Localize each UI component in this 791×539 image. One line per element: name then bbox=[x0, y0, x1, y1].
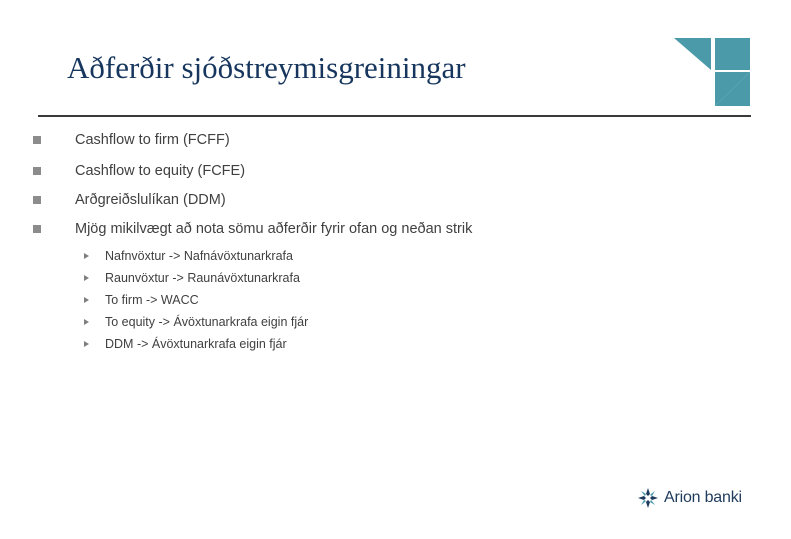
triangle-bullet-icon bbox=[84, 275, 89, 281]
title-divider bbox=[38, 115, 751, 117]
bullet-item bbox=[33, 161, 245, 181]
bullet-item bbox=[33, 130, 230, 150]
sub-bullet-item bbox=[84, 269, 300, 287]
bullet-text: Arðgreiðslulíkan (DDM) bbox=[75, 192, 226, 208]
bullet-text: Mjög mikilvægt að nota sömu aðferðir fyrir ofan og neðan strik bbox=[75, 221, 473, 237]
brand-logo bbox=[638, 486, 742, 510]
arion-star-icon bbox=[638, 488, 658, 508]
sub-bullet-item bbox=[84, 313, 308, 331]
sub-bullet-text: To equity -> Ávöxtunarkrafa eigin fjár bbox=[105, 315, 309, 329]
bullet-item bbox=[33, 190, 226, 210]
triangle-bullet-icon bbox=[84, 341, 89, 347]
slide-title: Aðferðir sjóðstreymisgreiningar bbox=[67, 50, 466, 85]
sub-bullet-text: DDM -> Ávöxtunarkrafa eigin fjár bbox=[105, 337, 287, 351]
sub-bullet-item bbox=[84, 335, 287, 353]
bullet-text: Cashflow to firm (FCFF) bbox=[75, 132, 230, 148]
triangle-bullet-icon bbox=[84, 297, 89, 303]
arion-triangles-icon bbox=[674, 36, 752, 108]
bullet-text: Cashflow to equity (FCFE) bbox=[75, 163, 246, 179]
square-bullet-icon bbox=[33, 167, 41, 175]
bullet-item bbox=[33, 219, 472, 239]
triangle-bullet-icon bbox=[84, 319, 89, 325]
sub-bullet-text: Raunvöxtur -> Raunávöxtunarkrafa bbox=[105, 271, 300, 285]
square-bullet-icon bbox=[33, 196, 41, 204]
triangle-bullet-icon bbox=[84, 253, 89, 259]
sub-bullet-text: To firm -> WACC bbox=[105, 293, 199, 307]
square-bullet-icon bbox=[33, 136, 41, 144]
square-bullet-icon bbox=[33, 225, 41, 233]
sub-bullet-item bbox=[84, 291, 199, 309]
sub-bullet-text: Nafnvöxtur -> Nafnávöxtunarkrafa bbox=[105, 249, 293, 263]
sub-bullet-item bbox=[84, 247, 293, 265]
brand-name: Arion banki bbox=[664, 489, 742, 506]
